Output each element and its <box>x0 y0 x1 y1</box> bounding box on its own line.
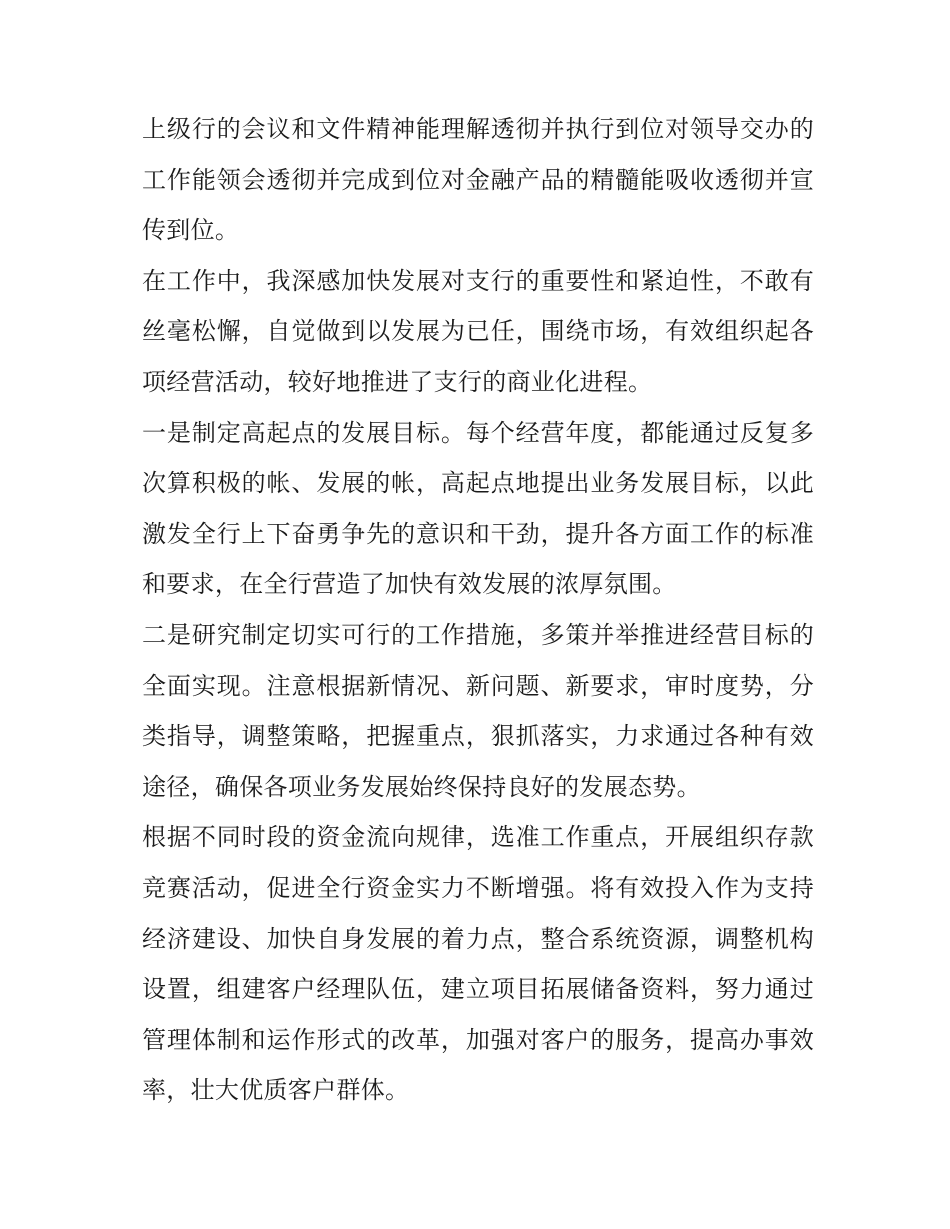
document-body <box>142 104 814 1116</box>
paragraph-4: 二是研究制定切实可行的工作措施，多策并举推进经营目标的全面实现。注意根据新情况、新问题、新要求，审时度势，分类指导，调整策略，把握重点，狠抓落实，力求通过各种有效途径，确保各项业务发展始终保持良好的发展态势。 <box>142 620 814 801</box>
paragraph-2: 在工作中，我深感加快发展对支行的重要性和紧迫性，不敢有丝毫松懈，自觉做到以发展为已任，围绕市场，有效组织起各项经营活动，较好地推进了支行的商业化进程。 <box>142 266 814 396</box>
paragraph-5: 根据不同时段的资金流向规律，选准工作重点，开展组织存款竞赛活动，促进全行资金实力不断增强。将有效投入作为支持经济建设、加快自身发展的着力点，整合系统资源，调整机构设置，组建客户经理队伍，建立项目拓展储备资料，努力通过管理体制和运作形式的改革，加强对客户的服务，提高办事效率，壮大优质客户群体。 <box>142 823 814 1105</box>
paragraph-1: 上级行的会议和文件精神能理解透彻并执行到位对领导交办的工作能领会透彻并完成到位对金融产品的精髓能吸收透彻并宣传到位。 <box>142 115 814 245</box>
paragraph-3: 一是制定高起点的发展目标。每个经营年度，都能通过反复多次算积极的帐、发展的帐，高起点地提出业务发展目标，以此激发全行上下奋勇争先的意识和干劲，提升各方面工作的标准和要求，在全行营造了加快有效发展的浓厚氛围。 <box>142 418 814 599</box>
